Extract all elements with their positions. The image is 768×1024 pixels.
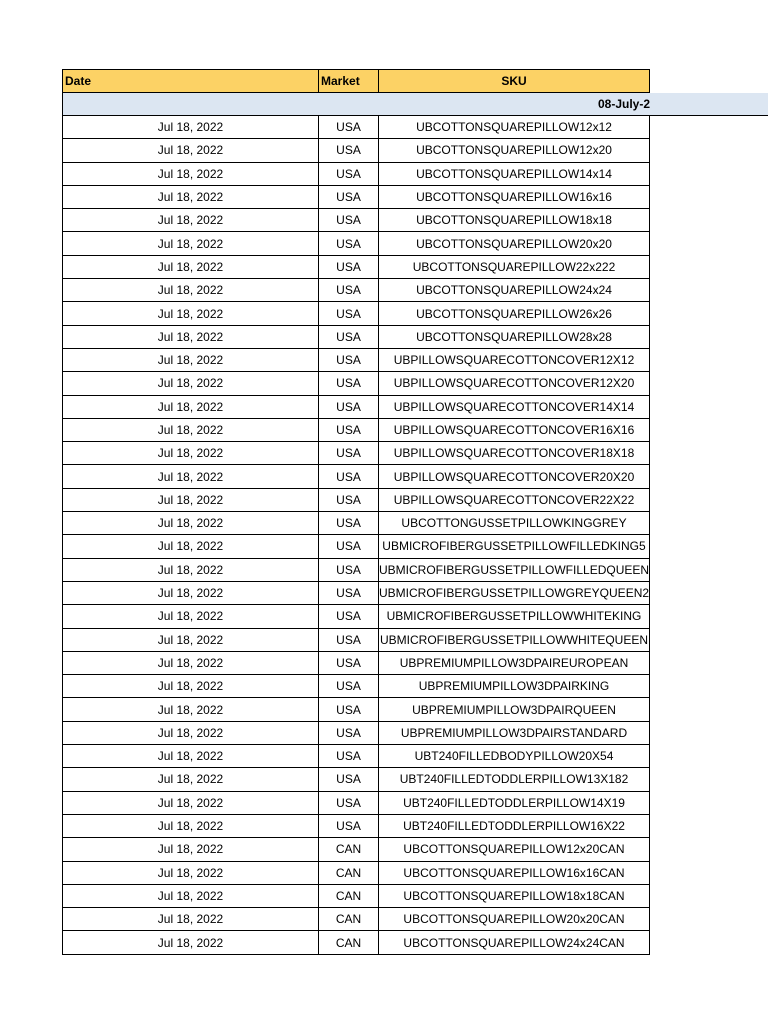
table-row bbox=[62, 652, 650, 675]
market-cell[interactable]: USA bbox=[318, 559, 378, 581]
table-body bbox=[62, 116, 650, 955]
market-cell[interactable]: USA bbox=[318, 465, 378, 487]
sku-cell[interactable]: UBCOTTONSQUAREPILLOW28x28 bbox=[378, 326, 650, 348]
table-row bbox=[62, 698, 650, 721]
sku-cell[interactable]: UBCOTTONSQUAREPILLOW18x18 bbox=[378, 209, 650, 231]
date-cell[interactable]: Jul 18, 2022 bbox=[62, 279, 318, 301]
header-sku[interactable]: SKU bbox=[378, 70, 650, 92]
market-cell[interactable]: USA bbox=[318, 163, 378, 185]
table-row bbox=[62, 256, 650, 279]
sku-cell[interactable]: UBMICROFIBERGUSSETPILLOWWHITEQUEEN bbox=[378, 629, 650, 651]
table-row bbox=[62, 745, 650, 768]
table-row bbox=[62, 582, 650, 605]
group-date-label: 08-July-2 bbox=[598, 97, 651, 111]
market-cell[interactable]: USA bbox=[318, 326, 378, 348]
table-row bbox=[62, 512, 650, 535]
sku-cell[interactable]: UBCOTTONSQUAREPILLOW16x16CAN bbox=[378, 862, 650, 884]
sku-cell[interactable]: UBPREMIUMPILLOW3DPAIREUROPEAN bbox=[378, 652, 650, 674]
group-row[interactable] bbox=[62, 93, 768, 116]
date-cell[interactable]: Jul 18, 2022 bbox=[62, 885, 318, 907]
table-row bbox=[62, 139, 650, 162]
table-row bbox=[62, 885, 650, 908]
sku-cell[interactable]: UBPILLOWSQUARECOTTONCOVER12X12 bbox=[378, 349, 650, 371]
sku-cell[interactable]: UBMICROFIBERGUSSETPILLOWFILLEDKING5 bbox=[378, 535, 650, 557]
sku-cell[interactable]: UBPREMIUMPILLOW3DPAIRKING bbox=[378, 675, 650, 697]
date-cell[interactable]: Jul 18, 2022 bbox=[62, 349, 318, 371]
date-cell[interactable]: Jul 18, 2022 bbox=[62, 419, 318, 441]
table-row bbox=[62, 815, 650, 838]
table-row bbox=[62, 349, 650, 372]
sku-cell[interactable]: UBPREMIUMPILLOW3DPAIRSTANDARD bbox=[378, 722, 650, 744]
sku-cell[interactable]: UBT240FILLEDTODDLERPILLOW14X19 bbox=[378, 792, 650, 814]
table-row bbox=[62, 372, 650, 395]
sku-cell[interactable]: UBCOTTONSQUAREPILLOW20x20 bbox=[378, 232, 650, 254]
market-cell[interactable]: CAN bbox=[318, 885, 378, 907]
date-cell[interactable]: Jul 18, 2022 bbox=[62, 908, 318, 930]
sku-cell[interactable]: UBCOTTONSQUAREPILLOW24x24CAN bbox=[378, 931, 650, 953]
table-row bbox=[62, 629, 650, 652]
sku-cell[interactable]: UBMICROFIBERGUSSETPILLOWWHITEKING bbox=[378, 605, 650, 627]
market-cell[interactable]: USA bbox=[318, 582, 378, 604]
sku-cell[interactable]: UBPILLOWSQUARECOTTONCOVER16X16 bbox=[378, 419, 650, 441]
sku-cell[interactable]: UBCOTTONSQUAREPILLOW12x20CAN bbox=[378, 838, 650, 860]
date-cell[interactable]: Jul 18, 2022 bbox=[62, 768, 318, 790]
market-cell[interactable]: CAN bbox=[318, 931, 378, 953]
market-cell[interactable]: USA bbox=[318, 256, 378, 278]
date-cell[interactable]: Jul 18, 2022 bbox=[62, 442, 318, 464]
sku-cell[interactable]: UBCOTTONSQUAREPILLOW22x222 bbox=[378, 256, 650, 278]
table-row bbox=[62, 232, 650, 255]
date-cell[interactable]: Jul 18, 2022 bbox=[62, 838, 318, 860]
date-cell[interactable]: Jul 18, 2022 bbox=[62, 629, 318, 651]
sku-cell[interactable]: UBPILLOWSQUARECOTTONCOVER22X22 bbox=[378, 489, 650, 511]
table-row bbox=[62, 908, 650, 931]
table-row bbox=[62, 605, 650, 628]
table-row bbox=[62, 931, 650, 954]
table-row bbox=[62, 862, 650, 885]
date-cell[interactable]: Jul 18, 2022 bbox=[62, 582, 318, 604]
market-cell[interactable]: USA bbox=[318, 745, 378, 767]
date-cell[interactable]: Jul 18, 2022 bbox=[62, 163, 318, 185]
table-row bbox=[62, 396, 650, 419]
sku-cell[interactable]: UBCOTTONSQUAREPILLOW18x18CAN bbox=[378, 885, 650, 907]
market-cell[interactable]: USA bbox=[318, 116, 378, 138]
date-cell[interactable]: Jul 18, 2022 bbox=[62, 698, 318, 720]
date-cell[interactable]: Jul 18, 2022 bbox=[62, 675, 318, 697]
sku-cell[interactable]: UBPREMIUMPILLOW3DPAIRQUEEN bbox=[378, 698, 650, 720]
market-cell[interactable]: USA bbox=[318, 652, 378, 674]
sku-cell[interactable]: UBT240FILLEDTODDLERPILLOW13X182 bbox=[378, 768, 650, 790]
market-cell[interactable]: USA bbox=[318, 629, 378, 651]
market-cell[interactable]: USA bbox=[318, 489, 378, 511]
table-row bbox=[62, 209, 650, 232]
date-cell[interactable]: Jul 18, 2022 bbox=[62, 489, 318, 511]
sku-cell[interactable]: UBPILLOWSQUARECOTTONCOVER14X14 bbox=[378, 396, 650, 418]
table-row bbox=[62, 419, 650, 442]
date-cell[interactable]: Jul 18, 2022 bbox=[62, 862, 318, 884]
date-cell[interactable]: Jul 18, 2022 bbox=[62, 209, 318, 231]
market-cell[interactable]: USA bbox=[318, 698, 378, 720]
date-cell[interactable]: Jul 18, 2022 bbox=[62, 256, 318, 278]
market-cell[interactable]: USA bbox=[318, 535, 378, 557]
table-row bbox=[62, 163, 650, 186]
sku-cell[interactable]: UBCOTTONSQUAREPILLOW12x12 bbox=[378, 116, 650, 138]
sku-cell[interactable]: UBMICROFIBERGUSSETPILLOWGREYQUEEN2 bbox=[378, 582, 650, 604]
sku-cell[interactable]: UBMICROFIBERGUSSETPILLOWFILLEDQUEEN bbox=[378, 559, 650, 581]
table-row bbox=[62, 326, 650, 349]
market-cell[interactable]: USA bbox=[318, 419, 378, 441]
sku-cell[interactable]: UBCOTTONGUSSETPILLOWKINGGREY bbox=[378, 512, 650, 534]
market-cell[interactable]: USA bbox=[318, 512, 378, 534]
spreadsheet-table bbox=[62, 69, 650, 955]
market-cell[interactable]: CAN bbox=[318, 908, 378, 930]
market-cell[interactable]: USA bbox=[318, 442, 378, 464]
market-cell[interactable]: USA bbox=[318, 792, 378, 814]
market-cell[interactable]: USA bbox=[318, 302, 378, 324]
date-cell[interactable]: Jul 18, 2022 bbox=[62, 605, 318, 627]
date-cell[interactable]: Jul 18, 2022 bbox=[62, 302, 318, 324]
table-row bbox=[62, 442, 650, 465]
market-cell[interactable]: USA bbox=[318, 675, 378, 697]
date-cell[interactable]: Jul 18, 2022 bbox=[62, 559, 318, 581]
table-row bbox=[62, 489, 650, 512]
table-row bbox=[62, 279, 650, 302]
sku-cell[interactable]: UBCOTTONSQUAREPILLOW12x20 bbox=[378, 139, 650, 161]
market-cell[interactable]: USA bbox=[318, 349, 378, 371]
header-market[interactable]: Market bbox=[318, 70, 378, 92]
date-cell[interactable]: Jul 18, 2022 bbox=[62, 535, 318, 557]
market-cell[interactable]: USA bbox=[318, 186, 378, 208]
header-row bbox=[62, 69, 650, 93]
table-row bbox=[62, 465, 650, 488]
date-cell[interactable]: Jul 18, 2022 bbox=[62, 722, 318, 744]
date-cell[interactable]: Jul 18, 2022 bbox=[62, 186, 318, 208]
date-cell[interactable]: Jul 18, 2022 bbox=[62, 372, 318, 394]
table-row bbox=[62, 768, 650, 791]
table-row bbox=[62, 186, 650, 209]
sku-cell[interactable]: UBT240FILLEDTODDLERPILLOW16X22 bbox=[378, 815, 650, 837]
date-cell[interactable]: Jul 18, 2022 bbox=[62, 745, 318, 767]
sku-cell[interactable]: UBPILLOWSQUARECOTTONCOVER20X20 bbox=[378, 465, 650, 487]
header-date[interactable]: Date bbox=[62, 70, 318, 92]
table-row bbox=[62, 302, 650, 325]
date-cell[interactable]: Jul 18, 2022 bbox=[62, 512, 318, 534]
table-row bbox=[62, 116, 650, 139]
date-cell[interactable]: Jul 18, 2022 bbox=[62, 815, 318, 837]
date-cell[interactable]: Jul 18, 2022 bbox=[62, 139, 318, 161]
table-row bbox=[62, 722, 650, 745]
sku-cell[interactable]: UBPILLOWSQUARECOTTONCOVER12X20 bbox=[378, 372, 650, 394]
sku-cell[interactable]: UBCOTTONSQUAREPILLOW26x26 bbox=[378, 302, 650, 324]
sku-cell[interactable]: UBCOTTONSQUAREPILLOW24x24 bbox=[378, 279, 650, 301]
sku-cell[interactable]: UBCOTTONSQUAREPILLOW16x16 bbox=[378, 186, 650, 208]
market-cell[interactable]: USA bbox=[318, 815, 378, 837]
date-cell[interactable]: Jul 18, 2022 bbox=[62, 652, 318, 674]
date-cell[interactable]: Jul 18, 2022 bbox=[62, 232, 318, 254]
market-cell[interactable]: USA bbox=[318, 139, 378, 161]
date-cell[interactable]: Jul 18, 2022 bbox=[62, 326, 318, 348]
market-cell[interactable]: USA bbox=[318, 396, 378, 418]
market-cell[interactable]: USA bbox=[318, 232, 378, 254]
market-cell[interactable]: USA bbox=[318, 209, 378, 231]
market-cell[interactable]: USA bbox=[318, 279, 378, 301]
market-cell[interactable]: USA bbox=[318, 722, 378, 744]
market-cell[interactable]: USA bbox=[318, 768, 378, 790]
sku-cell[interactable]: UBT240FILLEDBODYPILLOW20X54 bbox=[378, 745, 650, 767]
sku-cell[interactable]: UBPILLOWSQUARECOTTONCOVER18X18 bbox=[378, 442, 650, 464]
table-row bbox=[62, 675, 650, 698]
table-row bbox=[62, 559, 650, 582]
sku-cell[interactable]: UBCOTTONSQUAREPILLOW14x14 bbox=[378, 163, 650, 185]
date-cell[interactable]: Jul 18, 2022 bbox=[62, 465, 318, 487]
market-cell[interactable]: CAN bbox=[318, 838, 378, 860]
date-cell[interactable]: Jul 18, 2022 bbox=[62, 792, 318, 814]
table-row bbox=[62, 535, 650, 558]
date-cell[interactable]: Jul 18, 2022 bbox=[62, 396, 318, 418]
table-row bbox=[62, 792, 650, 815]
market-cell[interactable]: USA bbox=[318, 372, 378, 394]
date-cell[interactable]: Jul 18, 2022 bbox=[62, 931, 318, 953]
market-cell[interactable]: CAN bbox=[318, 862, 378, 884]
date-cell[interactable]: Jul 18, 2022 bbox=[62, 116, 318, 138]
sku-cell[interactable]: UBCOTTONSQUAREPILLOW20x20CAN bbox=[378, 908, 650, 930]
table-row bbox=[62, 838, 650, 861]
market-cell[interactable]: USA bbox=[318, 605, 378, 627]
